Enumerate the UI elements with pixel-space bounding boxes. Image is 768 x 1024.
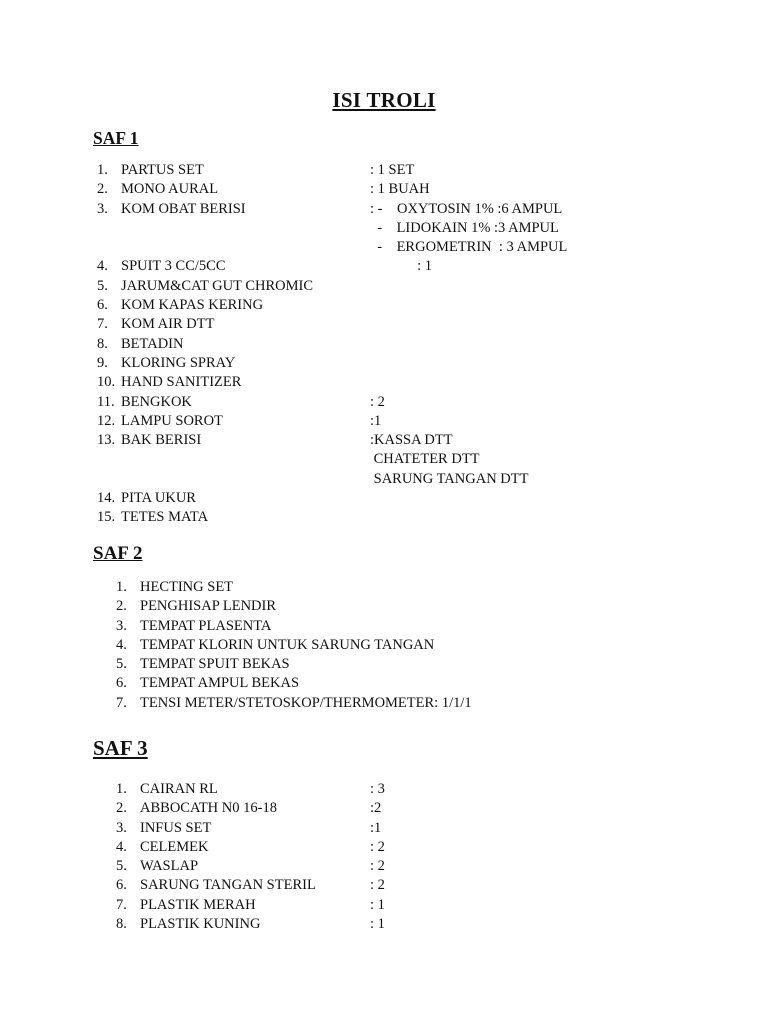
item-value: : - OXYTOSIN 1% :6 AMPUL bbox=[370, 200, 563, 217]
list-item bbox=[0, 915, 768, 934]
item-label: BETADIN bbox=[121, 335, 184, 352]
item-number: 3. bbox=[97, 200, 108, 217]
list-item bbox=[0, 489, 768, 508]
item-label: PLASTIK KUNING bbox=[140, 916, 261, 933]
item-value: : 1 bbox=[370, 258, 433, 275]
item-value: :2 bbox=[370, 800, 382, 817]
section-heading-saf-2: SAF 2 bbox=[93, 543, 143, 564]
list-item bbox=[0, 838, 768, 857]
list-item bbox=[0, 896, 768, 915]
list-item bbox=[0, 180, 768, 199]
item-label: BAK BERISI bbox=[121, 432, 202, 449]
item-number: 1. bbox=[97, 162, 108, 178]
item-label: PARTUS SET bbox=[121, 162, 204, 178]
document-title: ISI TROLI bbox=[332, 88, 436, 112]
saf-3-list bbox=[0, 780, 768, 934]
item-label: CELEMEK bbox=[140, 838, 209, 855]
item-value: - ERGOMETRIN : 3 AMPUL bbox=[370, 239, 568, 256]
list-item bbox=[0, 655, 768, 674]
list-item bbox=[0, 780, 768, 799]
list-item bbox=[0, 876, 768, 895]
item-label: KOM KAPAS KERING bbox=[121, 297, 264, 314]
item-number: 7. bbox=[116, 896, 127, 913]
item-number: 6. bbox=[97, 297, 108, 314]
item-number: 13. bbox=[97, 432, 116, 449]
item-number: 3. bbox=[116, 819, 127, 836]
item-label: PITA UKUR bbox=[121, 490, 196, 507]
list-item bbox=[0, 508, 768, 527]
section-heading-saf-3: SAF 3 bbox=[93, 736, 148, 760]
list-item bbox=[0, 277, 768, 296]
list-item bbox=[0, 799, 768, 818]
item-number: 4. bbox=[116, 838, 127, 855]
item-label: TEMPAT SPUIT BEKAS bbox=[140, 656, 290, 673]
item-label: HAND SANITIZER bbox=[121, 374, 242, 391]
item-value: : 2 bbox=[370, 858, 385, 875]
item-number: 6. bbox=[116, 675, 127, 692]
list-item bbox=[0, 694, 768, 713]
list-item bbox=[0, 315, 768, 334]
list-item bbox=[0, 857, 768, 876]
list-item bbox=[0, 450, 768, 469]
item-label: SPUIT 3 CC/5CC bbox=[121, 258, 226, 275]
item-number: 4. bbox=[116, 636, 127, 653]
list-item bbox=[0, 597, 768, 616]
item-number: 5. bbox=[97, 277, 108, 294]
saf-2-list bbox=[0, 578, 768, 713]
item-value: : 2 bbox=[370, 838, 385, 855]
item-label: INFUS SET bbox=[140, 819, 212, 836]
item-value: : 2 bbox=[370, 393, 385, 410]
saf-1-list bbox=[0, 161, 768, 528]
item-number: 7. bbox=[116, 694, 127, 711]
item-label: KOM OBAT BERISI bbox=[121, 200, 246, 217]
item-label: KOM AIR DTT bbox=[121, 316, 215, 333]
item-label: TEMPAT PLASENTA bbox=[140, 617, 272, 634]
list-item bbox=[0, 393, 768, 412]
item-label: HECTING SET bbox=[140, 579, 234, 595]
item-number: 5. bbox=[116, 858, 127, 875]
item-label: JARUM&CAT GUT CHROMIC bbox=[121, 277, 314, 294]
item-label: CAIRAN RL bbox=[140, 781, 218, 797]
item-number: 9. bbox=[97, 354, 108, 371]
item-number: 10. bbox=[97, 374, 116, 391]
item-label: LAMPU SOROT bbox=[121, 412, 223, 429]
item-number: 14. bbox=[97, 490, 116, 507]
item-label: TETES MATA bbox=[121, 509, 209, 526]
item-value: :1 bbox=[370, 412, 382, 429]
list-item bbox=[0, 578, 768, 597]
list-item bbox=[0, 161, 768, 180]
item-value: CHATETER DTT bbox=[370, 451, 480, 468]
list-item bbox=[0, 238, 768, 257]
item-label: PENGHISAP LENDIR bbox=[140, 598, 277, 615]
item-value: : 1 SET bbox=[370, 162, 415, 178]
list-item bbox=[0, 674, 768, 693]
item-label: SARUNG TANGAN STERIL bbox=[140, 877, 316, 894]
item-number: 5. bbox=[116, 656, 127, 673]
list-item bbox=[0, 617, 768, 636]
item-value: : 2 bbox=[370, 877, 385, 894]
item-label: TEMPAT AMPUL BEKAS bbox=[140, 675, 300, 692]
item-value: :KASSA DTT bbox=[370, 432, 453, 449]
list-item bbox=[0, 354, 768, 373]
item-label: BENGKOK bbox=[121, 393, 192, 410]
list-item bbox=[0, 219, 768, 238]
list-item bbox=[0, 470, 768, 489]
item-number: 2. bbox=[116, 598, 127, 615]
item-number: 15. bbox=[97, 509, 116, 526]
item-number: 12. bbox=[97, 412, 116, 429]
item-number: 11. bbox=[97, 393, 115, 410]
list-item bbox=[0, 257, 768, 276]
item-number: 8. bbox=[116, 916, 127, 933]
item-number: 1. bbox=[116, 579, 127, 595]
item-number: 8. bbox=[97, 335, 108, 352]
item-number: 2. bbox=[116, 800, 127, 817]
list-item bbox=[0, 412, 768, 431]
item-value: SARUNG TANGAN DTT bbox=[370, 470, 529, 487]
item-label: KLORING SPRAY bbox=[121, 354, 236, 371]
item-value: : 1 bbox=[370, 916, 385, 933]
list-item bbox=[0, 373, 768, 392]
item-value: :1 bbox=[370, 819, 382, 836]
item-number: 7. bbox=[97, 316, 108, 333]
item-label: TEMPAT KLORIN UNTUK SARUNG TANGAN bbox=[140, 636, 435, 653]
item-value: - LIDOKAIN 1% :3 AMPUL bbox=[370, 219, 559, 236]
item-number: 4. bbox=[97, 258, 108, 275]
section-heading-saf-1: SAF 1 bbox=[93, 128, 139, 148]
list-item bbox=[0, 335, 768, 354]
list-item bbox=[0, 200, 768, 219]
item-number: 3. bbox=[116, 617, 127, 634]
list-item bbox=[0, 431, 768, 450]
item-value: : 3 bbox=[370, 781, 385, 797]
item-label: MONO AURAL bbox=[121, 181, 219, 198]
item-label: ABBOCATH N0 16-18 bbox=[140, 800, 277, 817]
item-number: 6. bbox=[116, 877, 127, 894]
list-item bbox=[0, 296, 768, 315]
item-label: WASLAP bbox=[140, 858, 199, 875]
item-number: 1. bbox=[116, 781, 127, 797]
item-label: PLASTIK MERAH bbox=[140, 896, 256, 913]
item-value: : 1 BUAH bbox=[370, 181, 430, 198]
item-value: : 1 bbox=[370, 896, 385, 913]
list-item bbox=[0, 636, 768, 655]
item-number: 2. bbox=[97, 181, 108, 198]
item-label: TENSI METER/STETOSKOP/THERMOMETER: 1/1/1 bbox=[140, 694, 472, 711]
list-item bbox=[0, 819, 768, 838]
